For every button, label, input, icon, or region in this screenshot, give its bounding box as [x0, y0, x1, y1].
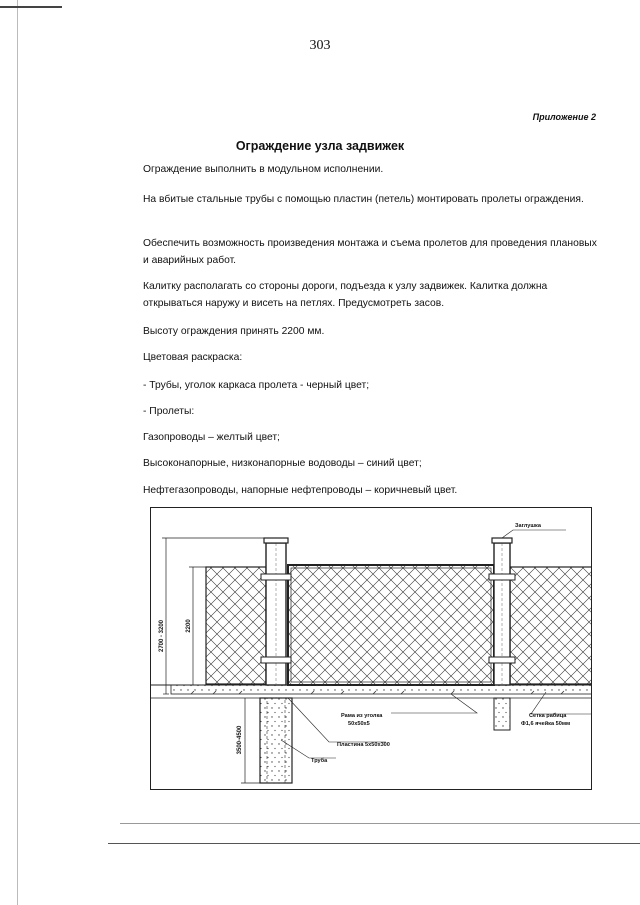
- dimension-total-height: 2700 - 3200: [159, 619, 165, 653]
- document-title: Ограждение узла задвижек: [235, 139, 405, 153]
- page-number: 303: [309, 38, 331, 53]
- bottom-rule-lower: [108, 843, 640, 844]
- mesh-size-label: Ф1,6 ячейка 50мм: [521, 721, 571, 727]
- left-scan-edge: [17, 0, 18, 905]
- mesh-panel-center: [288, 565, 494, 685]
- dimension-embed-depth: 3500-4500: [237, 725, 243, 755]
- paragraph: Обеспечить возможность произведения монтажа и съема пролетов для проведения плановых и аварийных работ.: [143, 238, 597, 266]
- frame-label: Рама из уголка: [341, 713, 383, 719]
- mesh-panel-left: [206, 567, 266, 684]
- paragraph: Цветовая раскраска:: [143, 352, 243, 363]
- ground-strip: [151, 685, 592, 698]
- fence-drawing-svg: [151, 508, 592, 790]
- top-scan-edge: [0, 6, 62, 8]
- appendix-label: Приложение 2: [532, 112, 596, 122]
- mesh-panel-right: [510, 567, 592, 684]
- dimension-fence-height: 2200: [186, 619, 192, 633]
- pipe-left: [260, 538, 292, 783]
- frame-size-label: 50х50х5: [348, 721, 370, 727]
- paragraph: Высоту ограждения принять 2200 мм.: [143, 326, 325, 337]
- pipe-label: Труба: [311, 758, 328, 764]
- paragraph: - Трубы, уголок каркаса пролета - черный цвет;: [143, 380, 370, 391]
- cap-label: Заглушка: [515, 523, 541, 529]
- paragraph: - Пролеты:: [143, 406, 195, 417]
- fence-drawing: [150, 507, 592, 790]
- paragraph: Газопроводы – желтый цвет;: [143, 432, 280, 443]
- paragraph: На вбитые стальные трубы с помощью пластин (петель) монтировать пролеты ограждения.: [143, 194, 584, 205]
- mesh-label: Сетка рабица: [529, 713, 567, 719]
- paragraph: Высоконапорные, низконапорные водоводы – синий цвет;: [143, 458, 422, 469]
- plate-label: Пластина 5х50х300: [337, 742, 390, 748]
- paragraph: Нефтегазопроводы, напорные нефтепроводы – коричневый цвет.: [143, 485, 458, 496]
- paragraph: Калитку располагать со стороны дороги, подъезда к узлу задвижек. Калитка должна открываться наружу и висеть на петлях. Предусмотреть засов.: [143, 281, 548, 309]
- bottom-rule-upper: [120, 823, 640, 824]
- paragraph: Ограждение выполнить в модульном исполнении.: [143, 164, 384, 175]
